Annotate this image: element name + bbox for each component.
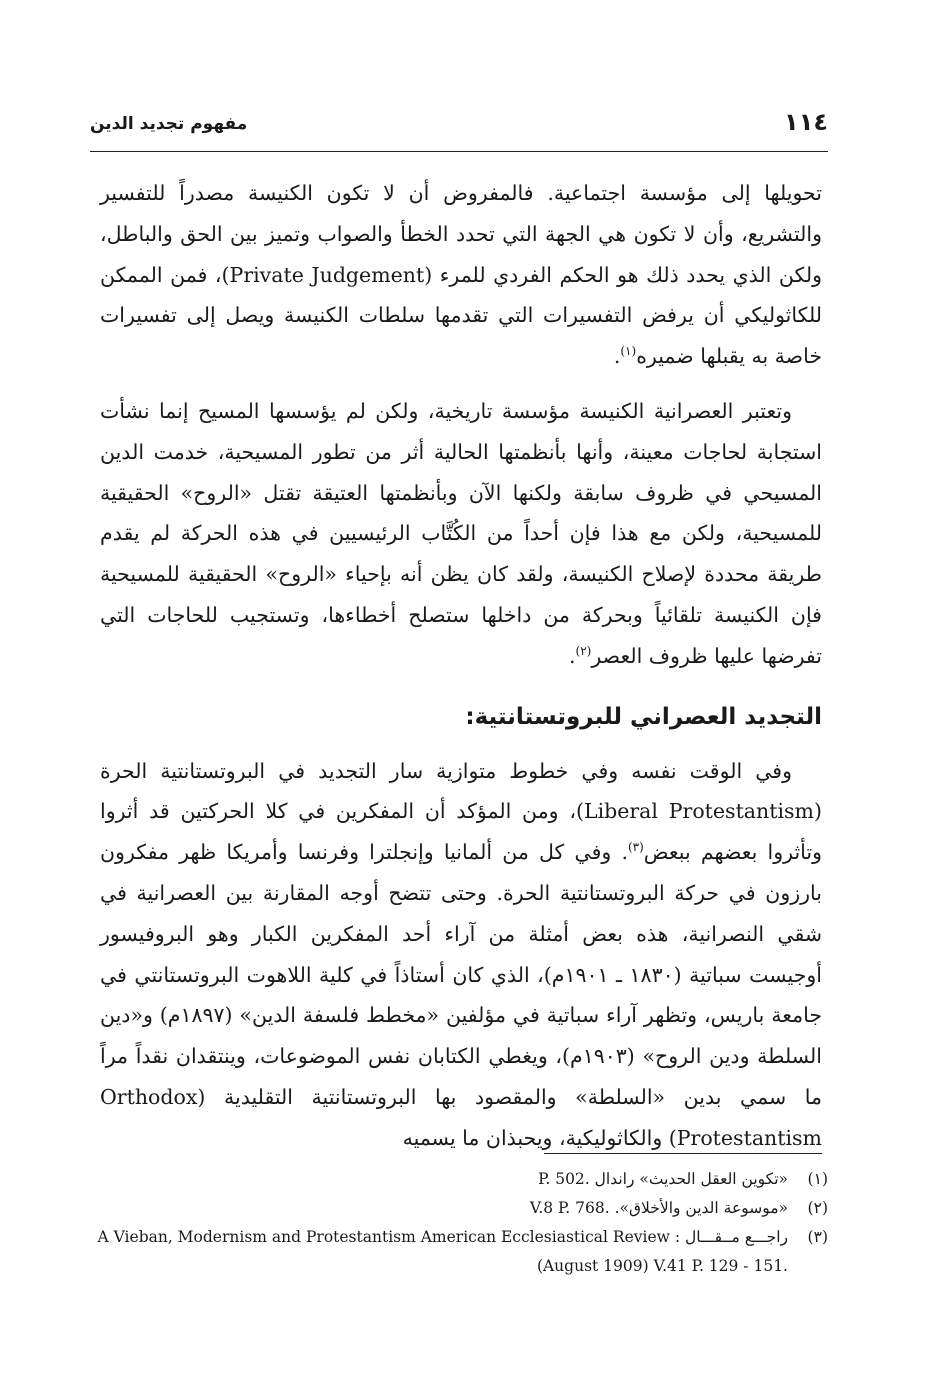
footnote-divider xyxy=(544,1153,822,1154)
header-divider xyxy=(90,151,828,152)
page-number: ١١٤ xyxy=(784,108,828,136)
running-head xyxy=(90,108,828,142)
latin-term-liberal-protestantism: Liberal Protestantism xyxy=(583,799,814,824)
footnote-2-marker: (٢) xyxy=(807,1199,828,1217)
body-text xyxy=(100,173,822,1159)
footnote-1-text: «تكوين العقل الحديث» راندال xyxy=(594,1170,788,1188)
paragraph-3-text-d: ) والكاثوليكية، ويحبذان ما يسميه xyxy=(402,1125,677,1150)
footnote-3 xyxy=(97,1223,828,1252)
paragraph-3-text-a: وفي الوقت نفسه وفي خطوط متوازية سار التجديد في البروتستانتية الحرة ( xyxy=(100,758,822,824)
paragraph-3 xyxy=(100,751,822,1159)
footnote-2-text: «موسوعة الدين والأخلاق». xyxy=(614,1199,788,1217)
footnote-2-latin: V.8 P. 768. xyxy=(529,1199,610,1217)
latin-term-orthodox-protestantism: Orthodox Protestantism xyxy=(100,1084,822,1150)
paragraph-2-text-b: . xyxy=(569,643,576,668)
footnote-ref-2[interactable]: (٢) xyxy=(575,643,592,658)
paragraph-2 xyxy=(100,391,822,677)
paragraph-2-text-a: وتعتبر العصرانية الكنيسة مؤسسة تاريخية، ولكن لم يؤسسها المسيح إنما نشأت استجابة لحاجات معينة، وأنها بأنظمتها الحالية أثر من تطور المسيحية، خدمت الدين المسيحي في ظروف سابقة ولكنها الآن وبأنظمتها العتيقة تقتل «الروح» الحقيقية للمسيحية، ولكن مع هذا فإن أحداً من الكُتَّاب الرئيسيين في هذه الحركة لم يقدم طريقة محددة لإصلاح الكنيسة، ولقد كان يظن أنه بإحياء «الروح» الحقيقية للمسيحية فإن الكنيسة تلقائياً وبحركة من داخلها ستصلح أخطاءها، وتستجيب للحاجات التي تفرضها عليها ظروف العصر xyxy=(100,398,822,668)
footnotes xyxy=(97,1165,828,1281)
footnote-3-continuation-text: (August 1909) V.41 P. 129 - 151. xyxy=(536,1257,788,1275)
paragraph-3-text-b: )، ومن المؤكد أن المفكرين في كلا الحركتين قد أثروا وتأثروا بعضهم ببعض xyxy=(100,799,822,865)
footnote-3-marker: (٣) xyxy=(807,1228,828,1246)
latin-term-private-judgement: Private Judgement xyxy=(229,262,425,287)
paragraph-3-text-c: . وفي كل من ألمانيا وإنجلترا وفرنسا وأمريكا ظهر مفكرون بارزون في حركة البروتستانتية الحرة. وحتى تتضح أوجه المقارنة بين العصرانية في شقي النصرانية، هذه بعض أمثلة من آراء أحد المفكرين الكبار وهو البروفيسور أوجيست سباتية (١٨٣٠ ـ ١٩٠١م)، الذي كان أستاذاً في كلية اللاهوت البروتستانتي في جامعة باريس، وتظهر آراء سباتية في مؤلفين «مخطط فلسفة الدين» (١٨٩٧م) و«دين السلطة ودين الروح» (١٩٠٣م)، ويغطي الكتابان نفس الموضوعات، وينتقدان نقداً مراً ما سمي بدين «السلطة» والمقصود بها البروتستانتية التقليدية ( xyxy=(100,840,822,1109)
running-title: مفهوم تجديد الدين xyxy=(90,114,248,134)
paragraph-1 xyxy=(100,173,822,377)
footnote-ref-3[interactable]: (٣) xyxy=(627,840,644,855)
paragraph-1-text-b: )، فمن الممكن للكاثوليكي أن يرفض التفسيرات التي تقدمها سلطات الكنيسة ويصل إلى تفسيرات خاصة به يقبلها ضميره xyxy=(100,262,822,369)
footnote-3-continuation xyxy=(110,1252,828,1281)
footnote-3-text: راجـــع مــقـــال : xyxy=(674,1228,788,1246)
footnote-1-marker: (١) xyxy=(807,1170,828,1188)
section-heading: التجديد العصراني للبروتستانتية: xyxy=(465,703,822,730)
paragraph-1-text-c: . xyxy=(613,344,621,369)
footnote-2 xyxy=(110,1194,828,1223)
paragraph-1-text-a: تحويلها إلى مؤسسة اجتماعية. فالمفروض أن لا تكون الكنيسة مصدراً للتفسير والتشريع، وأن لا تكون هي الجهة التي تحدد الخطأ والصواب وتميز بين الحق والباطل، ولكن الذي يحدد ذلك هو الحكم الفردي للمرء ( xyxy=(100,181,822,287)
footnote-ref-1[interactable]: (١) xyxy=(620,344,637,359)
footnote-3-latin: A Vieban, Modernism and Protestantism American Ecclesiastical Review xyxy=(97,1228,670,1246)
footnote-1-latin: P. 502. xyxy=(538,1170,590,1188)
footnote-1 xyxy=(110,1165,828,1194)
